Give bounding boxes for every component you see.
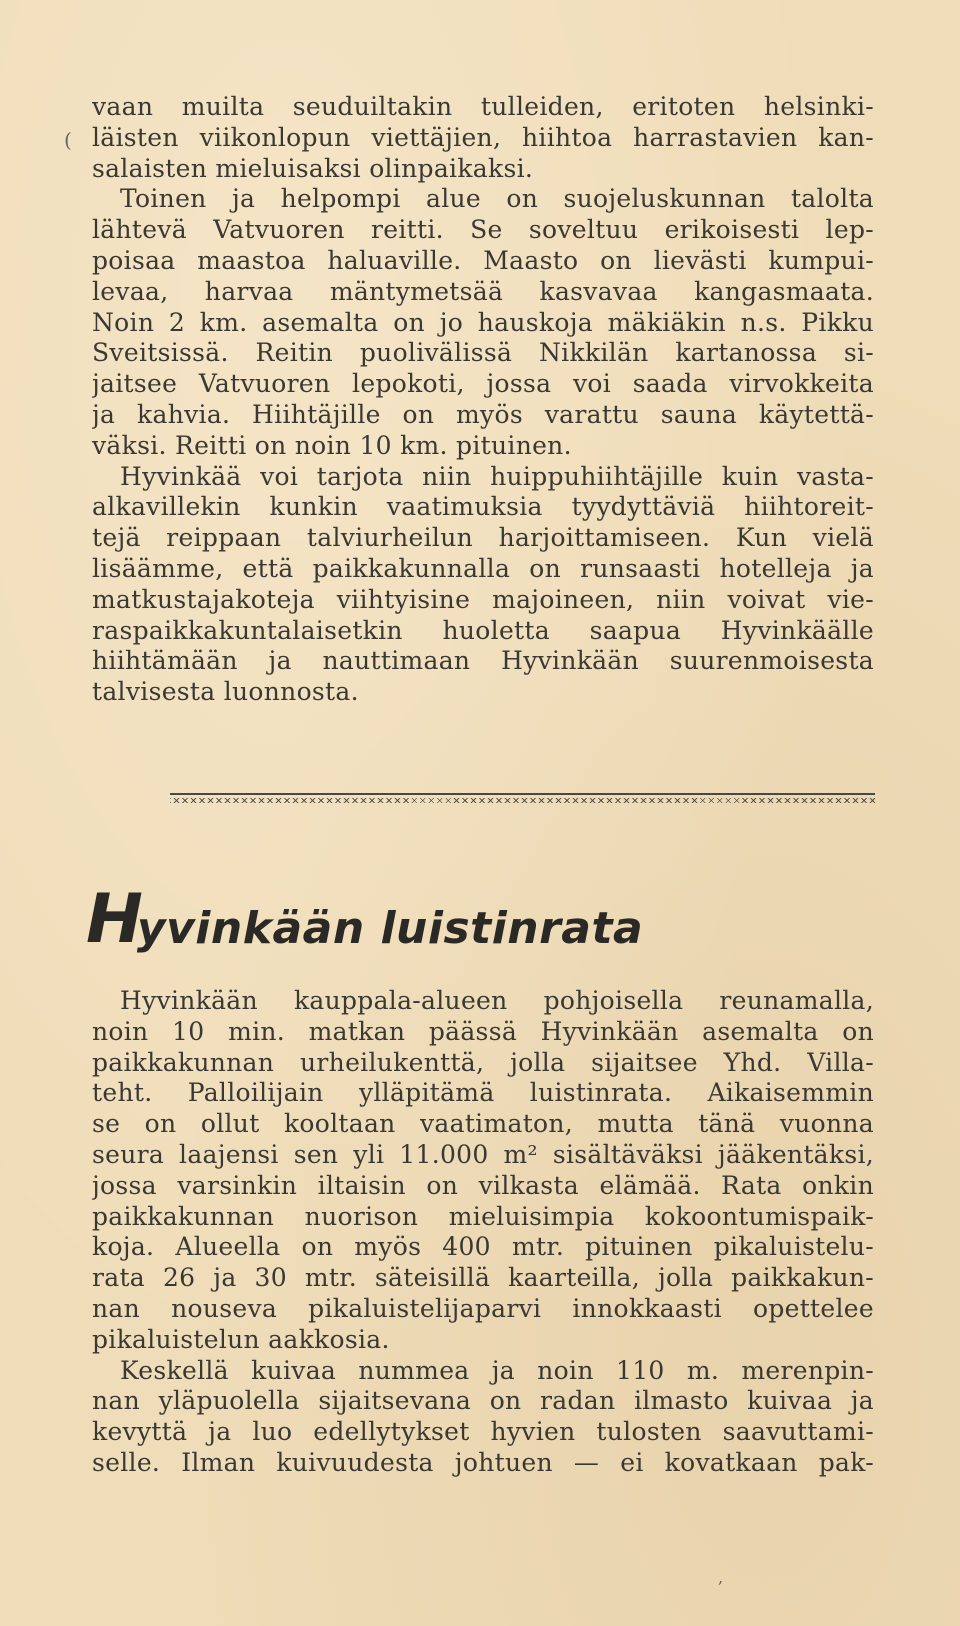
text-line: noin 10 min. matkan päässä Hyvinkään asemalta on: [92, 1016, 874, 1046]
text-line: pikaluistelun aakkosia.: [92, 1324, 390, 1354]
text-line: salaisten mieluisaksi olinpaikaksi.: [92, 153, 534, 183]
text-line: selle. Ilman kuivuudesta johtuen — ei kovatkaan pak-: [92, 1447, 874, 1477]
text-line: kevyttä ja luo edellytykset hyvien tulosten saavuttami-: [92, 1417, 874, 1447]
text-line: koja. Alueella on myös 400 mtr. pituinen pikaluistelu-: [92, 1232, 874, 1262]
text-line: Hyvinkää voi tarjota niin huippuhiihtäjille kuin vasta-: [120, 461, 874, 491]
text-line: lähtevä Vatvuoren reitti. Se soveltuu erikoisesti lep-: [92, 215, 874, 245]
text-line: jaitsee Vatvuoren lepokoti, jossa voi saada virvokkeita: [92, 369, 874, 399]
text-line: ja kahvia. Hiihtäjille on myös varattu sauna käytettä-: [92, 399, 874, 429]
text-line: Sveitsissä. Reitin puolivälissä Nikkilän kartanossa si-: [92, 338, 874, 368]
text-line: jossa varsinkin iltaisin on vilkasta elämää. Rata onkin: [92, 1170, 874, 1200]
text-line: raspaikkakuntalaisetkin huoletta saapua Hyvinkäälle: [92, 615, 874, 645]
divider-rule: [170, 793, 875, 795]
text-line: matkustajakoteja viihtyisine majoineen, niin voivat vie-: [92, 584, 874, 614]
margin-mark: (: [64, 128, 72, 152]
text-line: talvisesta luonnosta.: [92, 677, 359, 707]
text-line: nan nouseva pikaluistelijaparvi innokkaasti opettelee: [92, 1293, 874, 1323]
text-line: vaan muilta seuduiltakin tulleiden, eritoten helsinki-: [92, 92, 874, 121]
text-line: läisten viikonlopun viettäjien, hiihtoa harrastavien kan-: [92, 122, 874, 152]
text-line: Keskellä kuivaa nummea ja noin 110 m. merenpin-: [120, 1355, 874, 1385]
margin-mark: ,: [718, 1568, 724, 1587]
text-line: tejä reippaan talviurheilun harjoittamiseen. Kun vielä: [92, 523, 874, 553]
section-heading: [86, 880, 886, 960]
ornamental-divider: [170, 793, 875, 807]
text-line: seura laajensi sen yli 11.000 m² sisältäväksi jääkentäksi,: [92, 1139, 874, 1169]
heading-initial: H: [86, 880, 141, 959]
text-line: levaa, harvaa mäntymetsää kasvavaa kangasmaata.: [92, 276, 874, 306]
text-line: rata 26 ja 30 mtr. säteisillä kaarteilla, jolla paikkakun-: [92, 1263, 874, 1293]
text-line: nan yläpuolella sijaitsevana on radan ilmasto kuivaa ja: [92, 1386, 874, 1416]
paragraph-block-bottom: [92, 986, 874, 1479]
text-line: Noin 2 km. asemalta on jo hauskoja mäkiäkin n.s. Pikku: [92, 307, 874, 337]
text-line: poisaa maastoa haluaville. Maasto on lievästi kumpui-: [92, 245, 874, 275]
text-line: alkavillekin kunkin vaatimuksia tyydyttäviä hiihtoreit-: [92, 492, 874, 522]
text-line: Hyvinkään kauppala-alueen pohjoisella reunamalla,: [120, 986, 874, 1015]
heading-text: yvinkään luistinrata: [136, 903, 644, 954]
text-line: paikkakunnan urheilukenttä, jolla sijaitsee Yhd. Villa-: [92, 1047, 874, 1077]
text-line: teht. Palloilijain ylläpitämä luistinrata. Aikaisemmin: [92, 1078, 874, 1108]
text-line: se on ollut kooltaan vaatimaton, mutta tänä vuonna: [92, 1109, 874, 1139]
text-line: hiihtämään ja nauttimaan Hyvinkään suurenmoisesta: [92, 646, 874, 676]
paragraph-block-top: [92, 92, 874, 708]
text-line: paikkakunnan nuorison mieluisimpia kokoontumispaik-: [92, 1201, 874, 1231]
text-line: Toinen ja helpompi alue on suojeluskunnan talolta: [120, 184, 874, 214]
divider-wave: [170, 798, 875, 803]
text-line: väksi. Reitti on noin 10 km. pituinen.: [92, 430, 572, 460]
text-line: lisäämme, että paikkakunnalla on runsaasti hotelleja ja: [92, 553, 874, 583]
